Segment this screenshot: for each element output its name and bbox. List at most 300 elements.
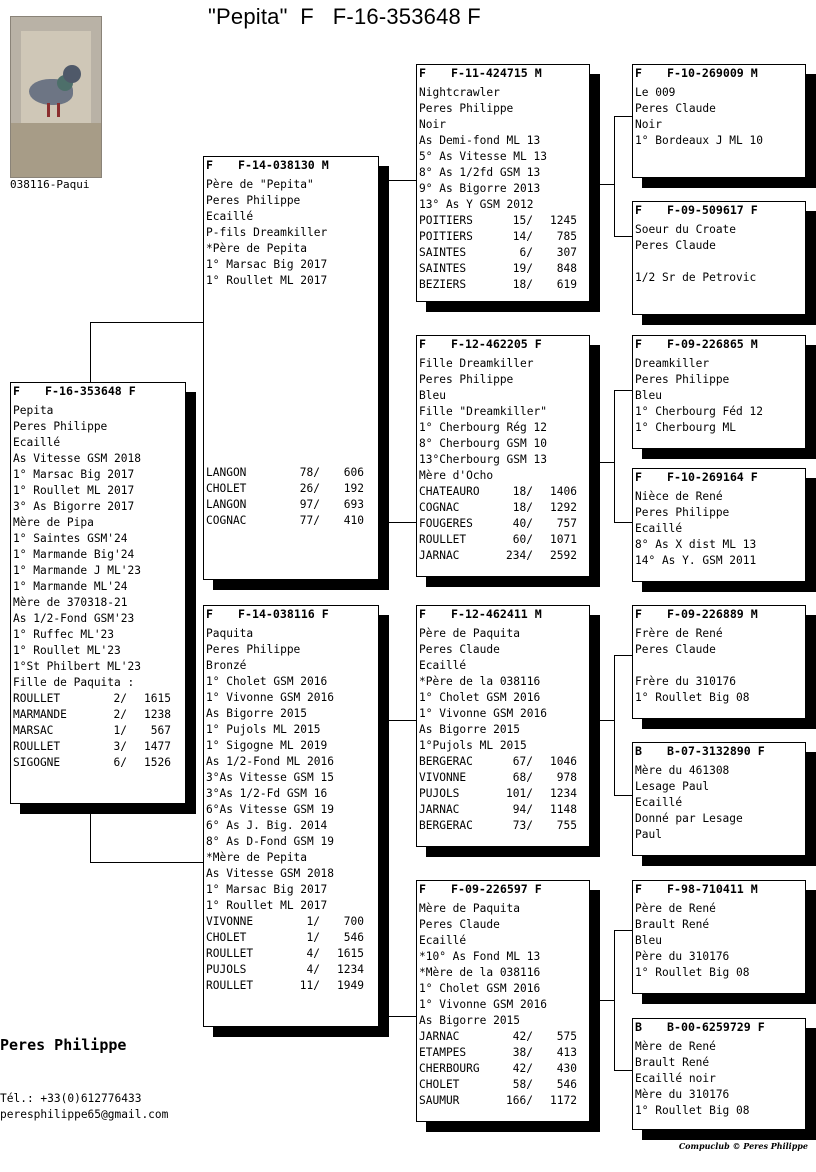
card-line: Fille de Paquita :: [13, 676, 135, 689]
card-line: Nièce de René: [635, 490, 723, 503]
result-total: 693: [343, 498, 364, 511]
card-ddd: [632, 1018, 806, 1130]
result-place: CHOLET: [206, 931, 247, 944]
card-line: 1° Roullet ML 2017: [206, 899, 328, 912]
card-line: 1° Pujols ML 2015: [206, 723, 321, 736]
result-row: [204, 497, 378, 513]
card-line: Bleu: [635, 389, 662, 402]
result-place: PUJOLS: [206, 963, 247, 976]
card-line: 1° Saintes GSM'24: [13, 532, 128, 545]
result-rank: 18/: [512, 501, 533, 514]
result-place: SAINTES: [419, 262, 467, 275]
result-place: VIVONNE: [206, 915, 254, 928]
card-line: As Vitesse GSM 2018: [206, 867, 334, 880]
result-total: 1238: [144, 708, 171, 721]
result-row: [417, 548, 589, 564]
result-rank: 234/: [506, 549, 533, 562]
result-row: [417, 245, 589, 261]
sex-code: F: [635, 203, 642, 217]
ring-number: F-10-269009 M: [667, 66, 758, 80]
result-total: 1477: [144, 740, 171, 753]
result-rank: 18/: [512, 278, 533, 291]
ring-number: F-14-038116 F: [238, 607, 329, 621]
result-row: [204, 978, 378, 994]
card-line: Peres Claude: [419, 918, 500, 931]
card-line: Mère du 461308: [635, 764, 730, 777]
sex-code: F: [419, 66, 426, 80]
card-header: [417, 336, 589, 352]
result-row: [11, 707, 185, 723]
result-total: 575: [556, 1030, 577, 1043]
result-total: 1046: [550, 755, 577, 768]
result-place: BEZIERS: [419, 278, 467, 291]
photo-caption: 038116-Paqui: [10, 178, 90, 191]
result-place: ROULLET: [13, 740, 61, 753]
card-line: As 1/2-Fond GSM'23: [13, 612, 135, 625]
card-line: 1°St Philbert ML'23: [13, 660, 141, 673]
result-row: [417, 229, 589, 245]
result-total: 757: [556, 517, 577, 530]
result-place: ETAMPES: [419, 1046, 467, 1059]
card-line: 1/2 Sr de Petrovic: [635, 271, 757, 284]
card-line: Ecaillé: [206, 210, 254, 223]
sex-code: F: [635, 337, 642, 351]
card-ssd: [632, 201, 806, 315]
card-line: Mère de René: [635, 1040, 716, 1053]
card-line: Peres Claude: [635, 239, 716, 252]
card-line: *Père de Pepita: [206, 242, 308, 255]
result-place: ROULLET: [206, 979, 254, 992]
card-line: 1° Sigogne ML 2019: [206, 739, 328, 752]
sex-code: F: [419, 337, 426, 351]
card-line: Frère de René: [635, 627, 723, 640]
result-row: [11, 755, 185, 771]
result-total: 413: [556, 1046, 577, 1059]
result-total: 1406: [550, 485, 577, 498]
card-line: 1° Roullet Big 08: [635, 1104, 750, 1117]
result-row: [11, 723, 185, 739]
result-rank: 78/: [299, 466, 320, 479]
card-line: Mère de Paquita: [419, 902, 521, 915]
result-rank: 42/: [512, 1030, 533, 1043]
card-line: 8° Cherbourg GSM 10: [419, 437, 547, 450]
card-line: 1° Marmande ML'24: [13, 580, 128, 593]
result-total: 978: [556, 771, 577, 784]
ring-number: B-07-3132890 F: [667, 744, 765, 758]
card-line: Peres Claude: [635, 643, 716, 656]
card-header: [633, 743, 805, 759]
card-dam: [203, 605, 379, 1027]
card-line: 1° Cholet GSM 2016: [206, 675, 328, 688]
result-place: POITIERS: [419, 214, 473, 227]
sex-code: F: [635, 470, 642, 484]
result-rank: 77/: [299, 514, 320, 527]
card-line: Noir: [419, 118, 446, 131]
card-sdd: [632, 468, 806, 582]
card-line: 3°As Vitesse GSM 15: [206, 771, 334, 784]
card-line: 1° Marsac Big 2017: [13, 468, 135, 481]
result-rank: 58/: [512, 1078, 533, 1091]
result-total: 619: [556, 278, 577, 291]
result-total: 1615: [144, 692, 171, 705]
card-sire-sire: [416, 64, 590, 302]
result-rank: 14/: [512, 230, 533, 243]
result-rank: 2/: [113, 708, 127, 721]
card-line: Peres Philippe: [635, 506, 730, 519]
card-line: 5° As Vitesse ML 13: [419, 150, 547, 163]
result-place: JARNAC: [419, 1030, 460, 1043]
result-place: ROULLET: [13, 692, 61, 705]
card-line: Ecaillé: [419, 934, 467, 947]
card-header: [204, 606, 378, 622]
result-rank: 38/: [512, 1046, 533, 1059]
card-subject: [10, 382, 186, 804]
result-row: [417, 802, 589, 818]
result-row: [204, 481, 378, 497]
pigeon-photo: [10, 16, 102, 178]
result-place: SIGOGNE: [13, 756, 61, 769]
result-rank: 2/: [113, 692, 127, 705]
card-line: Fille "Dreamkiller": [419, 405, 547, 418]
card-line: As Vitesse GSM 2018: [13, 452, 141, 465]
card-line: Ecaillé noir: [635, 1072, 716, 1085]
result-row: [204, 513, 378, 529]
result-place: LANGON: [206, 466, 247, 479]
card-line: Peres Philippe: [419, 102, 514, 115]
card-line: Paul: [635, 828, 662, 841]
card-line: As Bigorre 2015: [419, 723, 521, 736]
card-line: Nightcrawler: [419, 86, 500, 99]
card-line: 1° Cherbourg ML: [635, 421, 737, 434]
result-total: 1526: [144, 756, 171, 769]
ring-number: F-09-509617 F: [667, 203, 758, 217]
card-dss: [632, 605, 806, 719]
page-title: "Pepita" F F-16-353648 F: [208, 4, 481, 29]
card-line: Donné par Lesage: [635, 812, 743, 825]
card-line: 1° Vivonne GSM 2016: [419, 707, 547, 720]
result-rank: 1/: [306, 931, 320, 944]
result-place: CHATEAURO: [419, 485, 480, 498]
card-line: As Bigorre 2015: [419, 1014, 521, 1027]
card-line: Mère d'Ocho: [419, 469, 494, 482]
ring-number: F-98-710411 M: [667, 882, 758, 896]
result-row: [417, 786, 589, 802]
card-line: Frère du 310176: [635, 675, 737, 688]
card-line: 8° As D-Fond GSM 19: [206, 835, 334, 848]
result-place: CHOLET: [206, 482, 247, 495]
result-row: [417, 1093, 589, 1109]
sex-code: F: [206, 158, 213, 172]
card-line: Ecaillé: [13, 436, 61, 449]
card-line: Paquita: [206, 627, 254, 640]
result-rank: 6/: [113, 756, 127, 769]
result-rank: 1/: [306, 915, 320, 928]
result-place: COGNAC: [206, 514, 247, 527]
ring-number: F-14-038130 M: [238, 158, 329, 172]
result-total: 430: [556, 1062, 577, 1075]
card-line: 1° Cholet GSM 2016: [419, 982, 541, 995]
result-total: 307: [556, 246, 577, 259]
card-line: 13°Cherbourg GSM 13: [419, 453, 547, 466]
result-row: [417, 1061, 589, 1077]
result-row: [417, 770, 589, 786]
card-line: Noir: [635, 118, 662, 131]
card-line: Ecaillé: [419, 659, 467, 672]
sex-code: F: [419, 607, 426, 621]
ring-number: F-11-424715 M: [451, 66, 542, 80]
card-line: 1° Marsac Big 2017: [206, 258, 328, 271]
card-line: 3° As Bigorre 2017: [13, 500, 135, 513]
card-header: [204, 157, 378, 173]
sex-code: F: [419, 882, 426, 896]
card-line: *Mère de la 038116: [419, 966, 541, 979]
card-header: [633, 881, 805, 897]
card-line: 1° Roullet ML 2017: [13, 484, 135, 497]
card-line: Père du 310176: [635, 950, 730, 963]
sex-code: B: [635, 744, 642, 758]
card-line: Peres Philippe: [635, 373, 730, 386]
card-line: [633, 658, 805, 674]
card-header: [633, 1019, 805, 1035]
sex-code: F: [635, 607, 642, 621]
result-place: SAINTES: [419, 246, 467, 259]
result-row: [204, 946, 378, 962]
result-place: ROULLET: [419, 533, 467, 546]
result-row: [11, 739, 185, 755]
result-total: 1245: [550, 214, 577, 227]
ring-number: F-12-462411 M: [451, 607, 542, 621]
result-rank: 101/: [506, 787, 533, 800]
result-place: MARMANDE: [13, 708, 67, 721]
ring-number: B-00-6259729 F: [667, 1020, 765, 1034]
result-row: [417, 1029, 589, 1045]
sex-code: B: [635, 1020, 642, 1034]
card-line: 1° Roullet Big 08: [635, 691, 750, 704]
ring-number: F-16-353648 F: [45, 384, 136, 398]
card-line: 1° Marmande J ML'23: [13, 564, 141, 577]
result-rank: 42/: [512, 1062, 533, 1075]
result-total: 755: [556, 819, 577, 832]
result-rank: 67/: [512, 755, 533, 768]
card-line: 1° Cherbourg Féd 12: [635, 405, 763, 418]
result-row: [417, 1045, 589, 1061]
result-total: 1615: [337, 947, 364, 960]
card-line: Ecaillé: [635, 522, 683, 535]
sex-code: F: [206, 607, 213, 621]
result-row: [417, 277, 589, 293]
result-place: MARSAC: [13, 724, 54, 737]
result-place: JARNAC: [419, 803, 460, 816]
result-rank: 73/: [512, 819, 533, 832]
card-dsd: [632, 742, 806, 856]
card-line: Peres Claude: [419, 643, 500, 656]
ring-number: F-09-226597 F: [451, 882, 542, 896]
result-total: 1071: [550, 533, 577, 546]
result-place: JARNAC: [419, 549, 460, 562]
card-sds: [632, 335, 806, 449]
ring-number: F-09-226889 M: [667, 607, 758, 621]
card-line: Brault René: [635, 1056, 710, 1069]
card-line: Mère du 310176: [635, 1088, 730, 1101]
card-line: 1° Vivonne GSM 2016: [206, 691, 334, 704]
result-place: PUJOLS: [419, 787, 460, 800]
card-line: *Mère de Pepita: [206, 851, 308, 864]
result-row: [417, 532, 589, 548]
card-line: 1° Marsac Big 2017: [206, 883, 328, 896]
result-row: [11, 691, 185, 707]
result-rank: 4/: [306, 947, 320, 960]
result-rank: 166/: [506, 1094, 533, 1107]
card-line: As Bigorre 2015: [206, 707, 308, 720]
card-line: [633, 254, 805, 270]
card-line: 1° Vivonne GSM 2016: [419, 998, 547, 1011]
result-rank: 60/: [512, 533, 533, 546]
card-line: 1° Cherbourg Rég 12: [419, 421, 547, 434]
card-line: Pepita: [13, 404, 54, 417]
result-total: 1234: [550, 787, 577, 800]
card-line: Peres Philippe: [206, 643, 301, 656]
result-rank: 11/: [299, 979, 320, 992]
card-line: 9° As Bigorre 2013: [419, 182, 541, 195]
result-total: 1148: [550, 803, 577, 816]
ring-number: F-09-226865 M: [667, 337, 758, 351]
card-header: [417, 606, 589, 622]
result-total: 1949: [337, 979, 364, 992]
card-line: 1°Pujols ML 2015: [419, 739, 527, 752]
result-place: POITIERS: [419, 230, 473, 243]
card-line: 6°As Vitesse GSM 19: [206, 803, 334, 816]
result-rank: 26/: [299, 482, 320, 495]
card-line: Fille Dreamkiller: [419, 357, 534, 370]
card-line: 1° Ruffec ML'23: [13, 628, 115, 641]
card-header: [633, 606, 805, 622]
result-rank: 40/: [512, 517, 533, 530]
card-header: [417, 65, 589, 81]
card-line: 1° Marmande Big'24: [13, 548, 135, 561]
result-total: 785: [556, 230, 577, 243]
card-line: Le 009: [635, 86, 676, 99]
card-line: 3°As 1/2-Fd GSM 16: [206, 787, 328, 800]
result-rank: 68/: [512, 771, 533, 784]
ring-number: F-12-462205 F: [451, 337, 542, 351]
result-place: BERGERAC: [419, 755, 473, 768]
card-header: [417, 881, 589, 897]
result-rank: 6/: [519, 246, 533, 259]
card-line: 8° As X dist ML 13: [635, 538, 757, 551]
footer-credit: Compuclub © Peres Philippe: [678, 1141, 808, 1151]
card-line: Brault René: [635, 918, 710, 931]
card-line: 13° As Y GSM 2012: [419, 198, 534, 211]
card-line: 1° Bordeaux J ML 10: [635, 134, 763, 147]
card-line: Bleu: [635, 934, 662, 947]
result-row: [417, 500, 589, 516]
card-line: As Demi-fond ML 13: [419, 134, 541, 147]
card-header: [633, 336, 805, 352]
result-total: 606: [343, 466, 364, 479]
card-line: Lesage Paul: [635, 780, 710, 793]
card-line: Peres Philippe: [206, 194, 301, 207]
result-row: [417, 516, 589, 532]
sex-code: F: [13, 384, 20, 398]
card-line: Père de René: [635, 902, 716, 915]
result-row: [204, 962, 378, 978]
card-header: [633, 65, 805, 81]
owner-email[interactable]: peresphilippe65@gmail.com: [0, 1108, 169, 1121]
card-dam-sire: [416, 605, 590, 847]
result-rank: 4/: [306, 963, 320, 976]
sex-code: F: [635, 66, 642, 80]
result-total: 567: [150, 724, 171, 737]
result-total: 700: [343, 915, 364, 928]
result-row: [417, 1077, 589, 1093]
owner-name: Peres Philippe: [0, 1036, 127, 1054]
result-place: SAUMUR: [419, 1094, 460, 1107]
result-total: 410: [343, 514, 364, 527]
result-total: 2592: [550, 549, 577, 562]
card-line: 1° Roullet Big 08: [635, 966, 750, 979]
result-total: 1172: [550, 1094, 577, 1107]
card-line: Mère de 370318-21: [13, 596, 128, 609]
card-line: 1° Cholet GSM 2016: [419, 691, 541, 704]
card-line: Mère de Pipa: [13, 516, 94, 529]
result-row: [204, 930, 378, 946]
card-line: 8° As 1/2fd GSM 13: [419, 166, 541, 179]
result-total: 1292: [550, 501, 577, 514]
result-place: VIVONNE: [419, 771, 467, 784]
card-line: Dreamkiller: [635, 357, 710, 370]
card-dds: [632, 880, 806, 994]
result-total: 848: [556, 262, 577, 275]
card-line: 14° As Y. GSM 2011: [635, 554, 757, 567]
card-line: 1° Roullet ML'23: [13, 644, 121, 657]
result-row: [204, 465, 378, 481]
card-sire-dam: [416, 335, 590, 577]
card-line: *Père de la 038116: [419, 675, 541, 688]
result-row: [417, 484, 589, 500]
card-line: Soeur du Croate: [635, 223, 737, 236]
card-header: [633, 202, 805, 218]
card-line: Père de Paquita: [419, 627, 521, 640]
card-line: *10° As Fond ML 13: [419, 950, 541, 963]
result-row: [417, 261, 589, 277]
result-place: CHOLET: [419, 1078, 460, 1091]
card-sire: [203, 156, 379, 580]
result-row: [204, 914, 378, 930]
card-line: 1° Roullet ML 2017: [206, 274, 328, 287]
owner-phone: Tél.: +33(0)612776433: [0, 1092, 142, 1105]
card-line: Peres Claude: [635, 102, 716, 115]
card-line: Peres Philippe: [13, 420, 108, 433]
result-total: 546: [343, 931, 364, 944]
card-line: Peres Philippe: [419, 373, 514, 386]
result-row: [417, 754, 589, 770]
card-line: 6° As J. Big. 2014: [206, 819, 328, 832]
result-place: ROULLET: [206, 947, 254, 960]
result-total: 1234: [337, 963, 364, 976]
result-row: [417, 213, 589, 229]
card-header: [633, 469, 805, 485]
card-line: As 1/2-Fond ML 2016: [206, 755, 334, 768]
sex-code: F: [635, 882, 642, 896]
result-place: CHERBOURG: [419, 1062, 480, 1075]
card-line: Bleu: [419, 389, 446, 402]
result-rank: 94/: [512, 803, 533, 816]
result-rank: 1/: [113, 724, 127, 737]
result-rank: 19/: [512, 262, 533, 275]
result-rank: 18/: [512, 485, 533, 498]
result-total: 546: [556, 1078, 577, 1091]
card-sss: [632, 64, 806, 178]
